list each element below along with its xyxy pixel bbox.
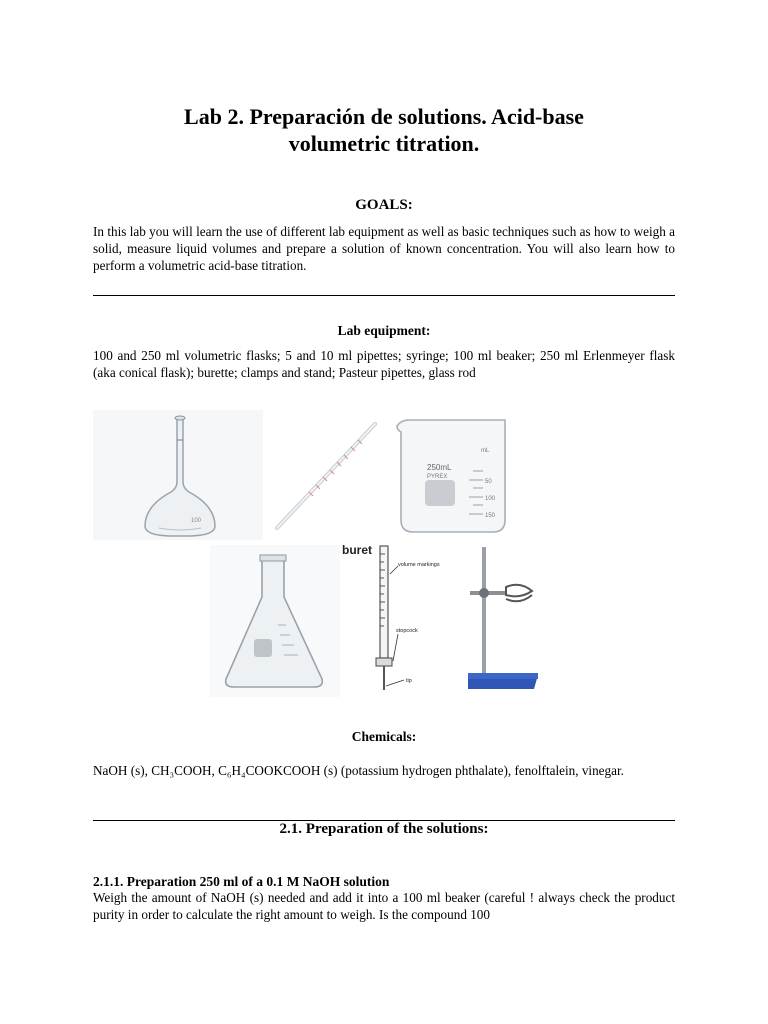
section-2-1-heading: 2.1. Preparation of the solutions: (279, 821, 489, 837)
buret-stopcock-label: stopcock (396, 628, 418, 634)
equipment-text: 100 and 250 ml volumetric flasks; 5 and 10 ml pipettes; syringe; 100 ml beaker; 250 ml Erlenmeyer flask (aka conical flask); burette; clamps and stand; Pasteur pipettes, glass rod (93, 348, 675, 380)
section-2-1-1-heading: 2.1.1. Preparation 250 ml of a 0.1 M NaOH solution (93, 874, 390, 889)
clamp-stand-image (452, 543, 552, 695)
buret-tip-label: tip (406, 678, 412, 684)
divider (93, 295, 675, 296)
goals-heading: GOALS: (355, 197, 413, 213)
title-line-2: volumetric titration. (288, 131, 480, 156)
chemicals-heading: Chemicals: (351, 729, 417, 744)
svg-text:100: 100 (191, 518, 202, 524)
beaker-ml-label: mL (481, 448, 490, 454)
beaker-image (383, 410, 520, 540)
pipette-image (263, 410, 383, 540)
beaker-mark-100: 100 (485, 496, 496, 502)
beaker-brand-label: PYREX (427, 474, 448, 480)
equipment-heading: Lab equipment: (337, 323, 431, 338)
page-title (93, 103, 675, 157)
beaker-mark-50: 50 (485, 479, 492, 485)
section-2-1-1-text: Weigh the amount of NaOH (s) needed and add it into a 100 ml beaker (careful ! always check the product purity in order to calculate the right amount to weigh. Is the compound 100 (93, 890, 675, 922)
erlenmeyer-flask-image (210, 545, 340, 697)
beaker-volume-label: 250mL (427, 463, 452, 472)
chemicals-text: NaOH (s), CH₃COOH, C₆H₄COOKCOOH (s) (potassium hydrogen phthalate), fenolftalein, vinegar. (93, 763, 624, 778)
buret-title: buret (342, 543, 372, 557)
volumetric-flask-image (93, 410, 263, 540)
buret-volume-label: volume markings (398, 562, 440, 568)
goals-text: In this lab you will learn the use of different lab equipment as well as basic techniques such as how to weigh a solid, measure liquid volumes and prepare a solution of known concentration. You will also learn how to perform a volumetric acid-base titration. (93, 224, 675, 273)
buret-diagram-image (340, 540, 440, 700)
beaker-mark-150: 150 (485, 513, 496, 519)
title-line-1: Lab 2. Preparación de solutions. Acid-base (184, 104, 584, 129)
